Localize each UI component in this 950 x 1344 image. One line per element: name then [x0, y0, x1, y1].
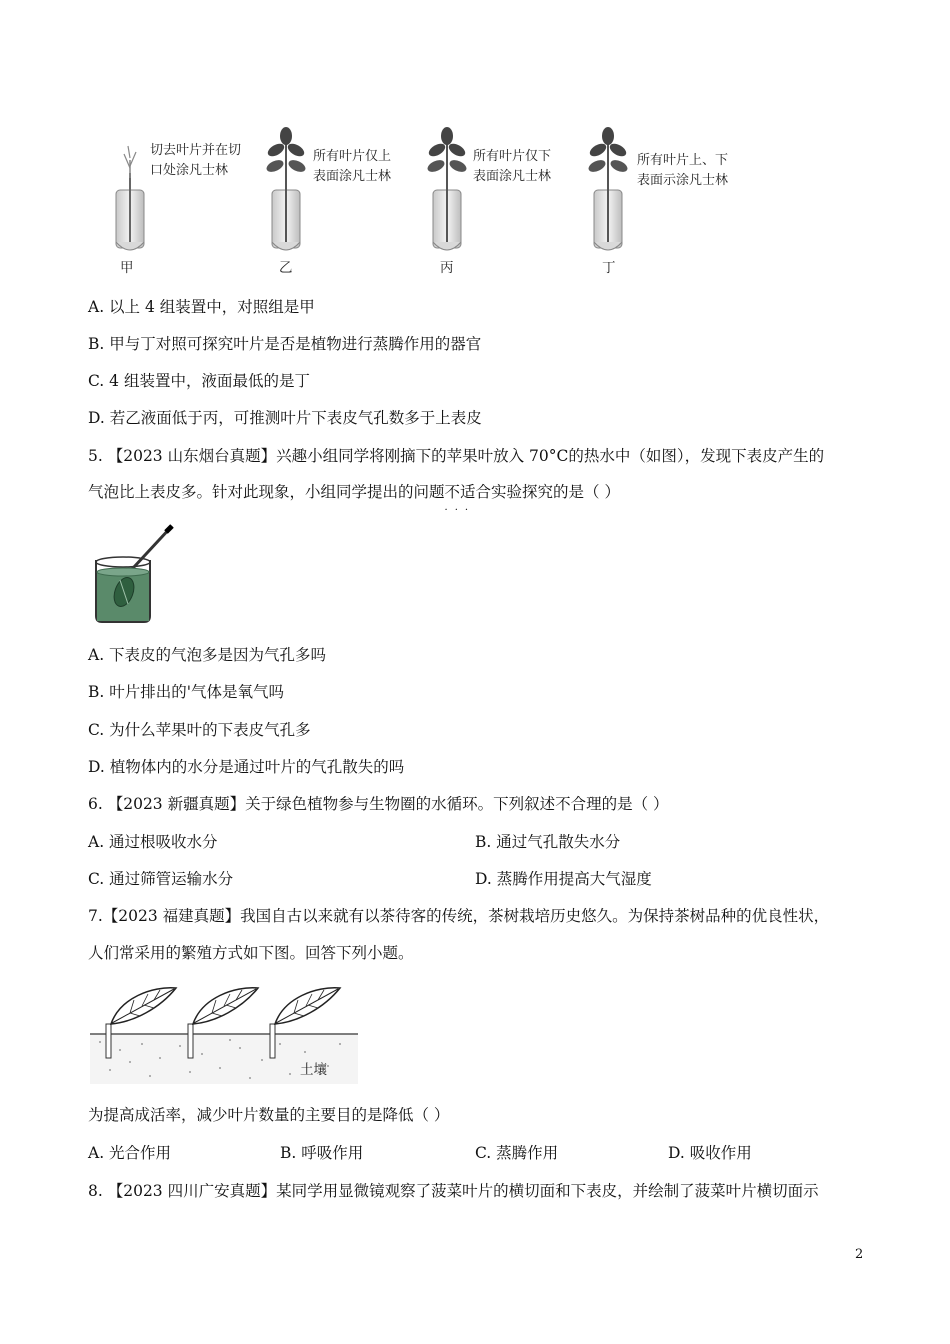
label-ding: 丁: [602, 260, 616, 276]
label-yi: 乙: [279, 260, 293, 276]
caption-yi-2: 表面涂凡士林: [313, 169, 392, 184]
q6-option-c: C. 通过筛管运输水分: [88, 870, 234, 888]
page-number: 2: [855, 1247, 864, 1262]
q4-option-c: C. 4 组装置中，液面最低的是丁: [88, 372, 310, 390]
test-tube-figure: [100, 118, 760, 278]
q5-stem-line2: [88, 482, 620, 516]
q6-option-b: B. 通过气孔散失水分: [475, 833, 621, 851]
q5-option-c: C. 为什么苹果叶的下表皮气孔多: [88, 721, 311, 739]
q6-stem: 6. 【2023 新疆真题】关于绿色植物参与生物圈的水循环。下列叙述不合理的是（ ）: [88, 795, 669, 813]
tube-bing: [426, 127, 469, 250]
soil-label: 土壤: [300, 1062, 327, 1078]
caption-jia-1: 切去叶片并在切: [150, 143, 242, 158]
emphasis-dots: ···: [444, 505, 476, 516]
caption-ding-1: 所有叶片上、下: [637, 153, 729, 168]
beaker-figure: [92, 522, 182, 624]
caption-jia-2: 口处涂凡士林: [150, 163, 229, 178]
q7-option-a: A. 光合作用: [88, 1144, 172, 1162]
q4-option-b: B. 甲与丁对照可探究叶片是否是植物进行蒸腾作用的器官: [88, 335, 482, 353]
q4-option-d: D. 若乙液面低于丙，可推测叶片下表皮气孔数多于上表皮: [88, 409, 482, 427]
q4-option-a: A. 以上 4 组装置中，对照组是甲: [88, 298, 315, 316]
q5-emphasis: 不适合 ···: [445, 483, 492, 501]
label-jia: 甲: [120, 260, 134, 276]
caption-yi-1: 所有叶片仅上: [313, 149, 392, 164]
q8-stem-line1: 8. 【2023 四川广安真题】某同学用显微镜观察了菠菜叶片的横切面和下表皮，并绘制了菠菜叶片横切面示: [88, 1182, 819, 1200]
label-bing: 丙: [440, 260, 454, 276]
q6-option-a: A. 通过根吸收水分: [88, 833, 218, 851]
cutting-figure: [90, 978, 360, 1088]
q7-stem-line2: 人们常采用的繁殖方式如下图。回答下列小题。: [88, 944, 414, 962]
q5-option-a: A. 下表皮的气泡多是因为气孔多吗: [88, 646, 327, 664]
q7-option-c: C. 蒸腾作用: [475, 1144, 559, 1162]
q6-option-d: D. 蒸腾作用提高大气湿度: [475, 870, 652, 888]
q5-stem-part2: 实验探究的是（ ）: [491, 483, 620, 501]
q7-option-b: B. 呼吸作用: [280, 1144, 364, 1162]
q5-stem-part1: 气泡比上表皮多。针对此现象，小组同学提出的问题: [88, 483, 445, 501]
q7-sub-stem: 为提高成活率，减少叶片数量的主要目的是降低（ ）: [88, 1106, 450, 1124]
q7-option-d: D. 吸收作用: [668, 1144, 752, 1162]
tube-yi: [265, 127, 308, 250]
tube-jia: [116, 146, 144, 250]
tube-ding: [587, 127, 630, 250]
caption-bing-1: 所有叶片仅下: [473, 149, 552, 164]
caption-ding-2: 表面示涂凡士林: [637, 173, 729, 188]
q5-option-b: B. 叶片排出的'气体是氧气吗: [88, 683, 285, 701]
caption-bing-2: 表面涂凡士林: [473, 169, 552, 184]
q5-stem-line1: 5. 【2023 山东烟台真题】兴趣小组同学将刚摘下的苹果叶放入 70°C的热水中（如图），发现下表皮产生的: [88, 447, 825, 465]
q5-option-d: D. 植物体内的水分是通过叶片的气孔散失的吗: [88, 758, 405, 776]
q7-stem-line1: 7.【2023 福建真题】我国自古以来就有以茶待客的传统，茶树栽培历史悠久。为保持茶树品种的优良性状，: [88, 907, 830, 925]
